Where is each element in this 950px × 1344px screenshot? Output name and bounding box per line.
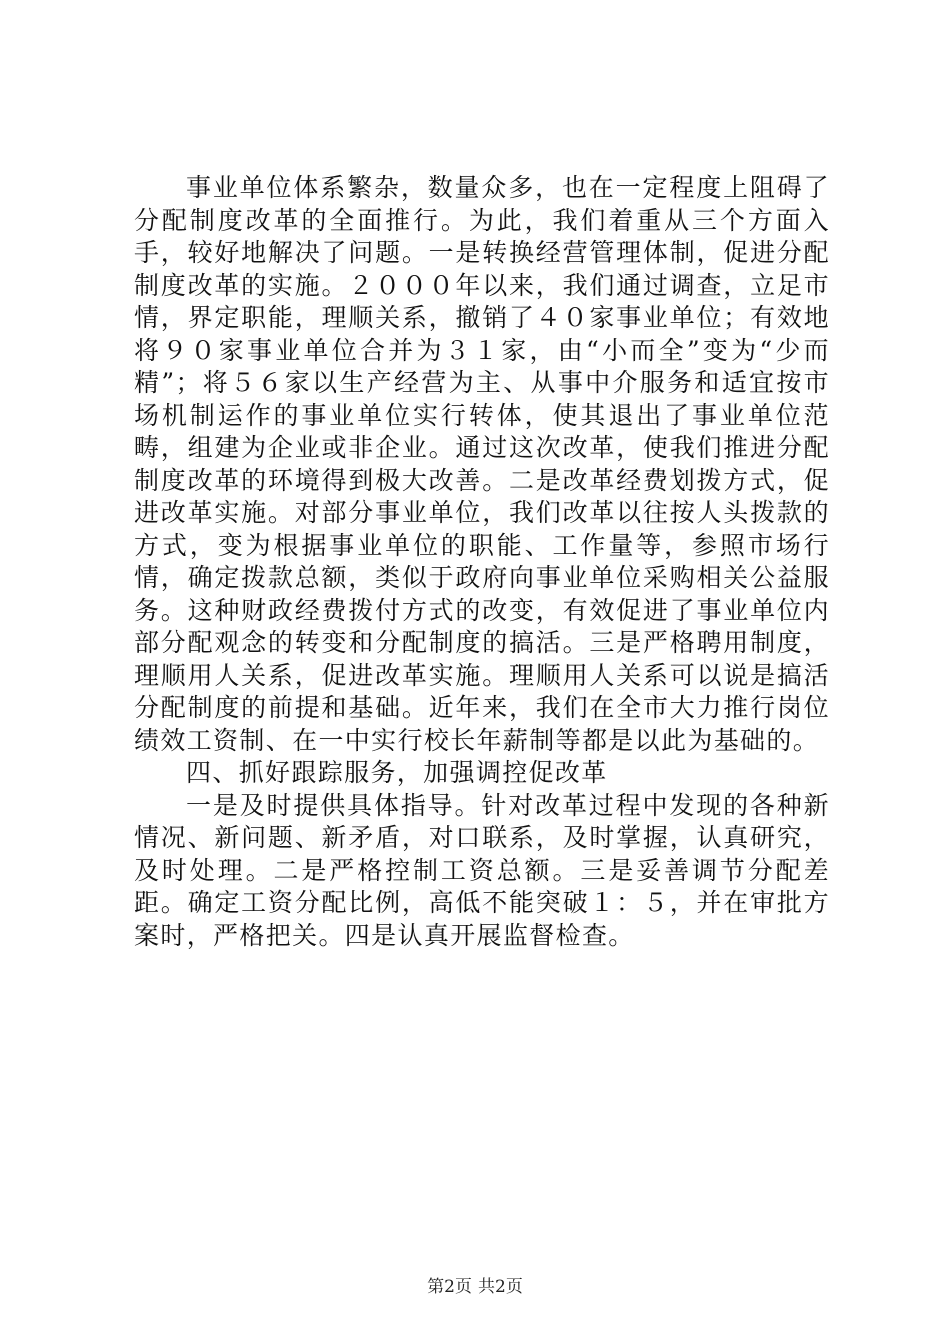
body-paragraph-1: 事业单位体系繁杂，数量众多，也在一定程度上阻碍了分配制度改革的全面推行。为此，我们着重从三个方面入手，较好地解决了问题。一是转换经营管理体制，促进分配制度改革的实施。２０００年以来，我们通过调查，立足市情，界定职能，理顺关系，撤销了４０家事业单位；有效地将９０家事业单位合并为３１家，由“小而全”变为“少而精”；将５６家以生产经营为主、从事中介服务和适宜按市场机制运作的事业单位实行转体，使其退出了事业单位范畴，组建为企业或非企业。通过这次改革，使我们推进分配制度改革的环境得到极大改善。二是改革经费划拨方式，促进改革实施。对部分事业单位，我们改革以往按人头拨款的方式，变为根据事业单位的职能、工作量等，参照市场行情，确定拨款总额，类似于政府向事业单位采购相关公益服务。这种财政经费拨付方式的改变，有效促进了事业单位内部分配观念的转变和分配制度的搞活。三是严格聘用制度，理顺用人关系，促进改革实施。理顺用人关系可以说是搞活分配制度的前提和基础。近年来，我们在全市大力推行岗位绩效工资制、在一中实行校长年薪制等都是以此为基础的。 [134,173,830,755]
page-footer [0,1276,950,1298]
body-paragraph-2: 一是及时提供具体指导。针对改革过程中发现的各种新情况、新问题、新矛盾，对口联系，及时掌握，认真研究，及时处理。二是严格控制工资总额。三是妥善调节分配差距。确定工资分配比例，高低不能突破１：５，并在审批方案时，严格把关。四是认真开展监督检查。 [134,790,830,950]
page-number: 第2页 [427,1277,472,1297]
section-heading: 四、抓好跟踪服务，加强调控促改革 [186,758,608,787]
document-body [134,172,830,952]
page-total: 共2页 [478,1277,523,1297]
